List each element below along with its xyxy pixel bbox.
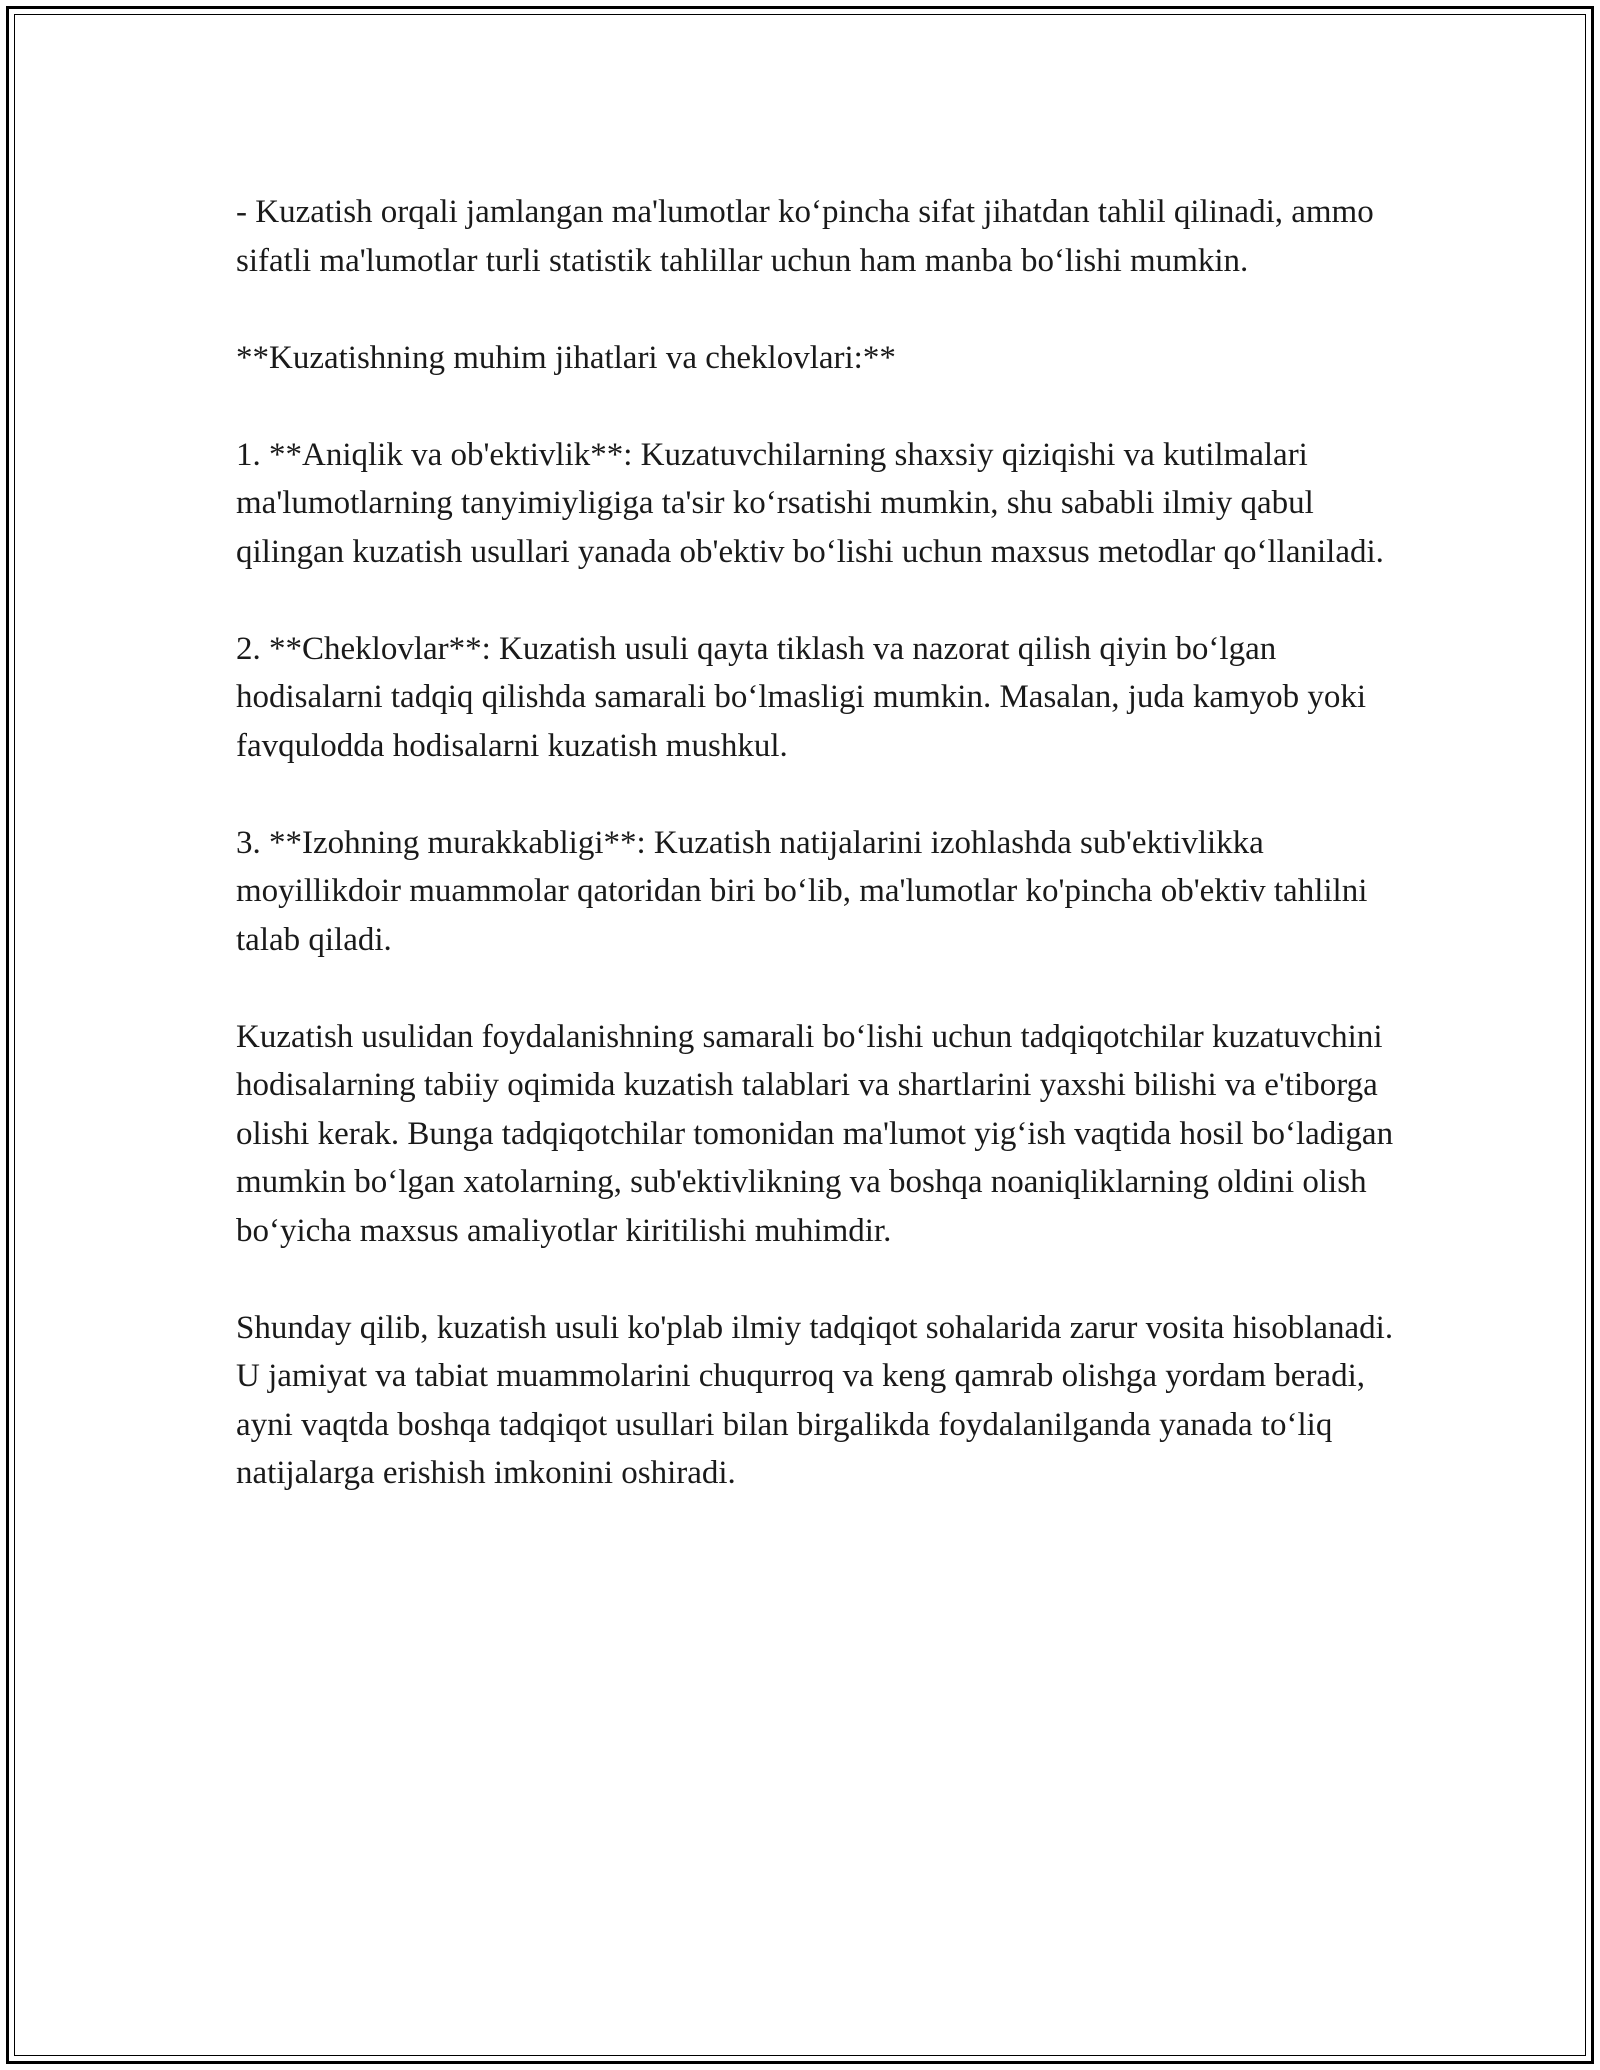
- paragraph-effective-use: Kuzatish usulidan foydalanishning samarali bo‘lishi uchun tadqiqotchilar kuzatuvchini hodisalarning tabiiy oqimida kuzatish talablari va shartlarini yaxshi bilishi va e'tiborga olishi kerak. Bunga tadqiqotchilar tomonidan ma'lumot yig‘ish vaqtida hosil bo‘ladigan mumkin bo‘lgan xatolarning, sub'ektivlikning va boshqa noaniqliklarning oldini olish bo‘yicha maxsus amaliyotlar kiritilishi muhimdir.: [236, 1018, 1394, 1249]
- paragraph-conclusion: Shunday qilib, kuzatish usuli ko'plab ilmiy tadqiqot sohalarida zarur vosita hisoblanadi. U jamiyat va tabiat muammolarini chuqurroq va keng qamrab olishga yordam beradi, ayni vaqtda boshqa tadqiqot usullari bilan birgalikda foydalanilganda yanada to‘liq natijalarga erishish imkonini oshiradi.: [236, 1309, 1394, 1491]
- document-body: [236, 188, 1396, 1546]
- list-item-accuracy: 1. **Aniqlik va ob'ektivlik**: Kuzatuvchilarning shaxsiy qiziqishi va kutilmalari ma'lumotlarning tanyimiyligiga ta'sir ko‘rsatishi mumkin, shu sababli ilmiy qabul qilingan kuzatish usullari yanada ob'ektiv bo‘lishi uchun maxsus metodlar qo‘llaniladi.: [236, 436, 1384, 570]
- section-heading: **Kuzatishning muhim jihatlari va cheklovlari:**: [236, 339, 896, 376]
- paragraph-observation-data: - Kuzatish orqali jamlangan ma'lumotlar ko‘pincha sifat jihatdan tahlil qilinadi, ammo sifatli ma'lumotlar turli statistik tahlillar uchun ham manba bo‘lishi mumkin.: [236, 194, 1374, 279]
- list-item-limitations: 2. **Cheklovlar**: Kuzatish usuli qayta tiklash va nazorat qilish qiyin bo‘lgan hodisalarni tadqiq qilishda samarali bo‘lmasligi mumkin. Masalan, juda kamyob yoki favqulodda hodisalarni kuzatish mushkul.: [236, 630, 1367, 764]
- list-item-interpretation: 3. **Izohning murakkabligi**: Kuzatish natijalarini izohlashda sub'ektivlikka moyillikdoir muammolar qatoridan biri bo‘lib, ma'lumotlar ko'pincha ob'ektiv tahlilni talab qiladi.: [236, 824, 1368, 958]
